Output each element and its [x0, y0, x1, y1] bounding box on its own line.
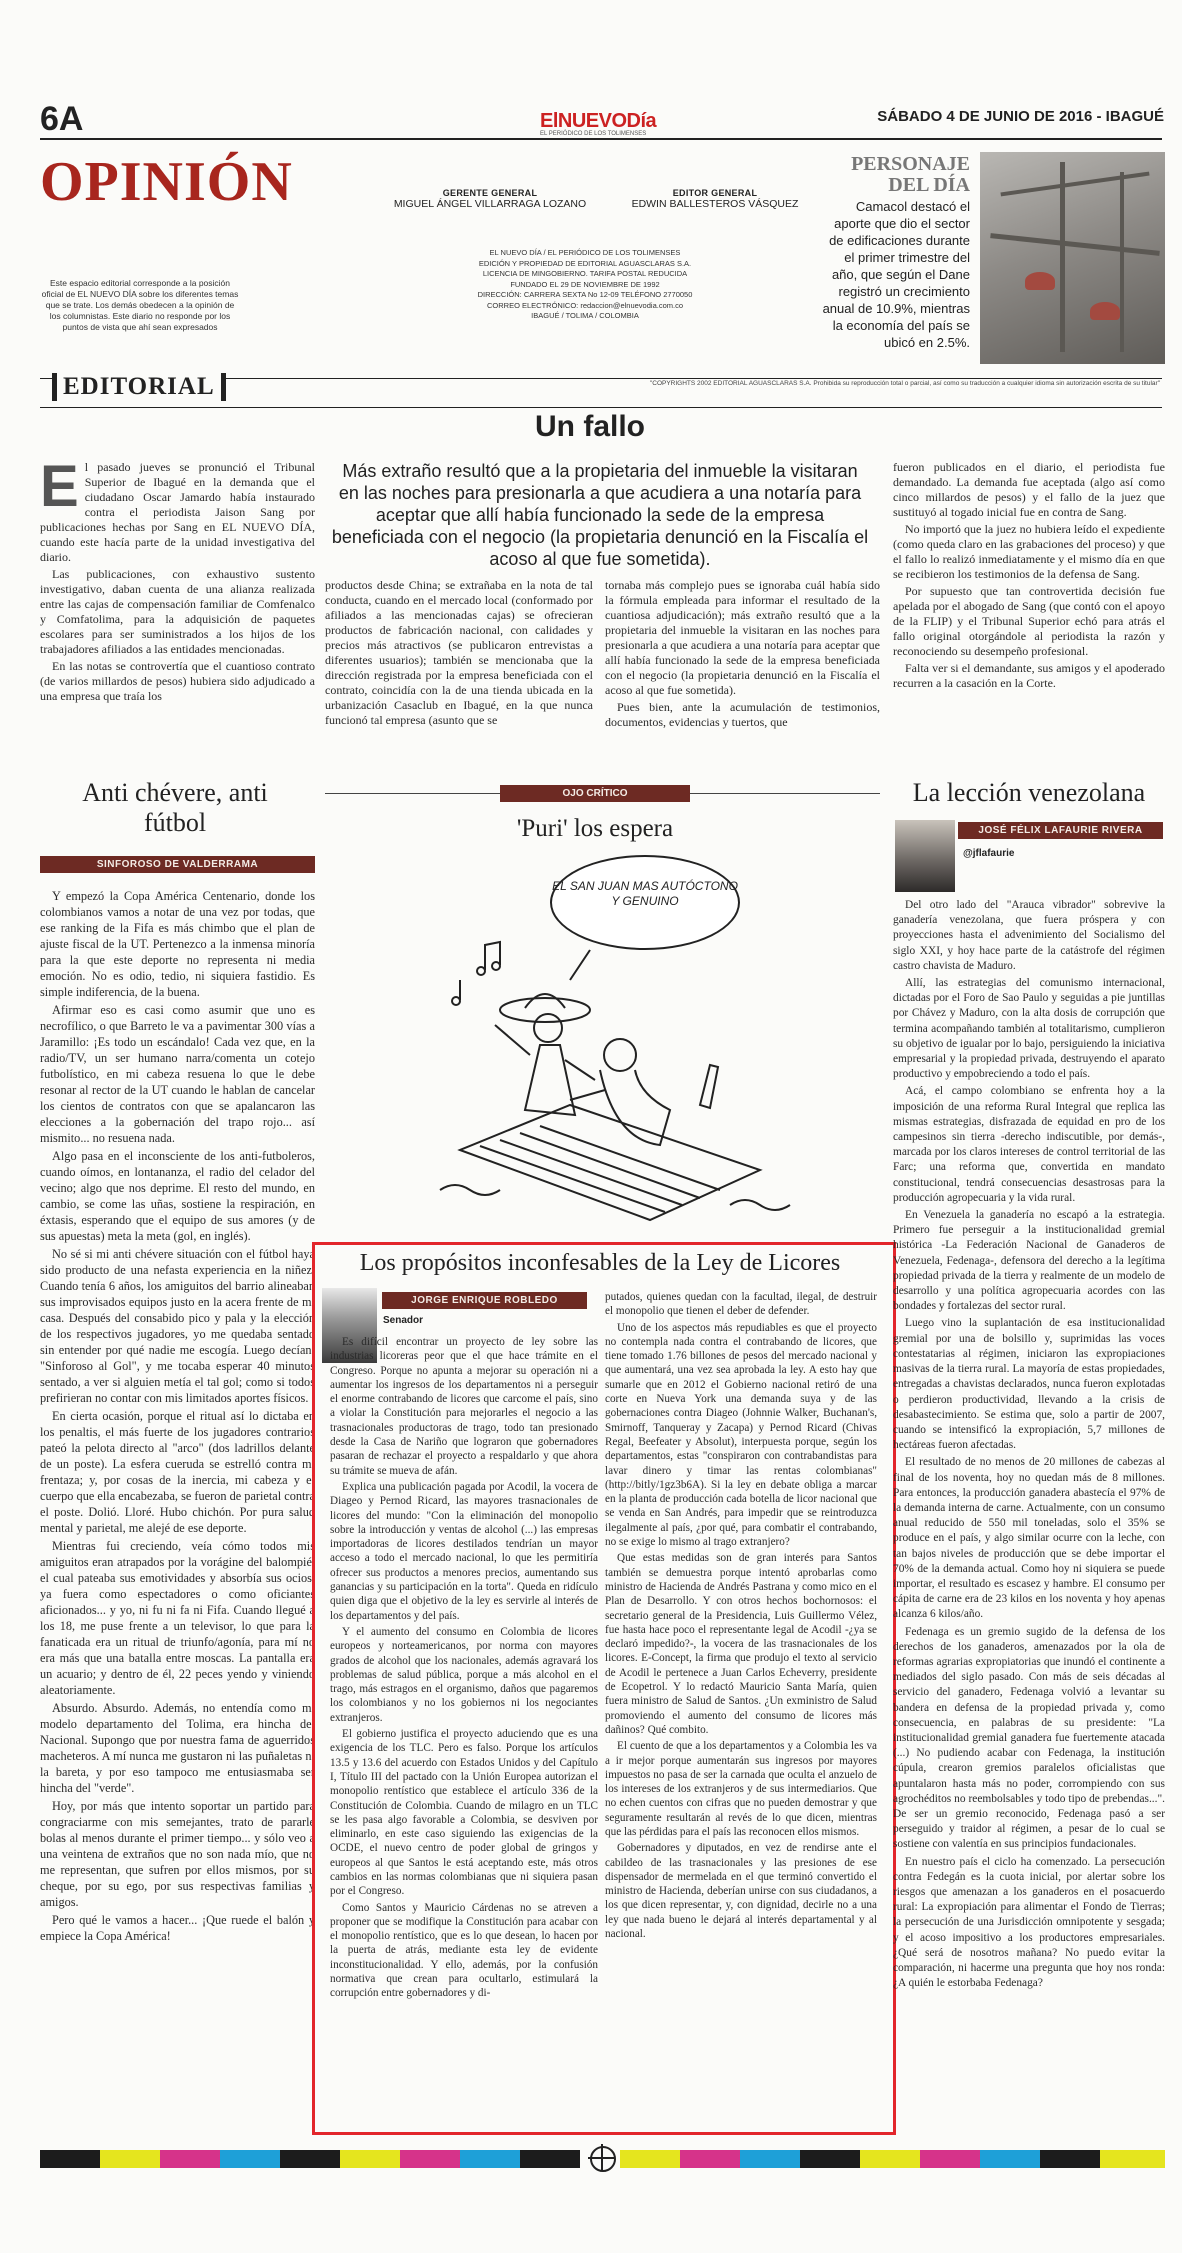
paragraph: Por supuesto que tan controvertida decisión fue apelada por el abogado de Sang (que contó con el apoyo de la FLIP) y el Tribunal Superior echó para atrás el fallo original otorgándole al periodista la razón y reconociendo su desempeño profesional. — [893, 584, 1165, 658]
paragraph: Como Santos y Mauricio Cárdenas no se atreven a proponer que se modifique la Constitución para acabar con el monopolio rentístico, que es lo que desean, lo hacen por la puerta de atrás, mediante esta ley de evidente inconstitucionalidad. Y ello, además, por la confusión normativa que crean para ocultarlo, estimulará la corrupción entre gobernadores y di- — [330, 1901, 598, 2000]
personaje-text: Camacol destacó el aporte que dio el sector de edificaciones durante el primer trimestre del año, que según el Dane registró un crecimiento anual de 10.9%, mientras la economía del país se ubicó en 2.5%. — [822, 199, 970, 350]
cartoon-drawing — [400, 850, 840, 1235]
column-left-body — [40, 888, 315, 1946]
paragraph: Algo pasa en el inconsciente de los anti-futboleros, cuando oímos, en lontananza, el radio del celador del vecino; algo que nos deprime. El resto del mundo, en cambio, se come las uñas, sostiene la respiración, en éxtasis, esperando que el equipo de sus amores (y de sus apuestas) meta la meta (gol, en inglés). — [40, 1149, 315, 1243]
author-byline: JOSÉ FÉLIX LAFAURIE RIVERA — [958, 822, 1163, 839]
editorial-disclaimer: Este espacio editorial corresponde a la posición oficial de EL NUEVO DÍA sobre los diferentes temas que se trate. Los demás obedecen a la opinión de los columnistas. Este diario no responde por los puntos de vista que ahí sean expresados — [41, 278, 239, 332]
gerente-name: MIGUEL ÁNGEL VILLARRAGA LOZANO — [393, 198, 587, 210]
paragraph: En Venezuela la ganadería no escapó a la estrategia. Primero fue perseguir a la institucionalidad gremial histórica -La Federación Nacional de Ganaderos de Venezuela, Fedenaga-, defensora del derecho a la legítima propiedad privada de la tierra y realmente de un modelo de desarrollo y una política agropecuaria acordes con las bondades y fortalezas del sector rural. — [893, 1209, 1165, 1313]
paragraph: l pasado jueves se pronunció el Tribunal Superior de Ibagué en la demanda que el ciudadano Oscar Jamardo había instaurado contra el periodista Jaison Sang por publicaciones hechas por Sang en EL NUEVO DÍA, cuando este hacía parte de la unidad investigativa del diario. — [40, 460, 315, 564]
editorial-headline: Un fallo — [535, 410, 645, 443]
paragraph: Pues bien, ante la acumulación de testimonios, documentos, evidencias y tuertos, que — [605, 700, 880, 729]
paragraph: Explica una publicación pagada por Acodil, la vocera de Diageo y Pernod Ricard, las mayores trasnacionales de licores del mundo: "Con la eliminación del monopolio sobre la introducción y ventas de alcohol (...) las empresas importadoras de licores destilados tendrían un mayor acceso a todo el mercado nacional, lo que les permitiría ofrecer sus productos a menores precios, aumentando sus ganancias y su participación en la torta". Queda en ridículo quien diga que el objetivo de la ley es servirle al interés de los departamentos y del país. — [330, 1480, 598, 1622]
paragraph: Gobernadores y diputados, en vez de rendirse ante el cabildeo de las trasnacionales y las presiones de ese dispensador de mermelada en el que terminó convertido el ministro de Hacienda, deberían unirse con sus ciudadanos, a los que dicen representar, y, con dignidad, decirle no a una ley que nada bueno le dejará al interés departamental y al nacional. — [605, 1842, 877, 1941]
section-title: OPINIÓN — [40, 151, 293, 213]
ojo-critico-label: OJO CRÍTICO — [500, 785, 690, 802]
paragraph: Y empezó la Copa América Centenario, donde los colombianos vamos a notar de una vez por todas, que ese ranking de la Fifa es más chimbo que el plan de ajuste fiscal de la UT. Pertenezco a la inmensa minoría para la que este deporte no representa ni media emoción. No es odio, tedio, ni siquiera fastidio. Es simple indiferencia, de la buena. — [40, 889, 315, 999]
paragraph: En las notas se controvertía que el cuantioso contrato (de varios millardos de pesos) hubiera sido adjudicado a una empresa que traía los — [40, 659, 315, 703]
paragraph: Allí, las estrategias del comunismo internacional, dictadas por el Foro de Sao Paulo y seguidas a pie juntillas por Chávez y Maduro, con la alta dosis de corrupción que termina acompañando también al totalitarismo, cumplieron su objetivo de igualar por lo bajo, persiguiendo la iniciativa empresarial y la propiedad privada, destruyendo el aparato productivo y empobreciendo a todo el país. — [893, 977, 1165, 1081]
column-right-body — [893, 898, 1165, 1993]
paragraph: productos desde China; se extrañaba en la nota de tal conducta, cuando en el mercado local (conformado por afiliados a las mencionadas cajas) se ofrecieran productos de fabricación nacional, con calidades y precios más atractivos (se publicaron entrevistas a diferentes usuarios); también se mencionaba que la dirección registrada por la empresa beneficiada con el contrato, coincidía con la de una tienda ubicada en la urbanización Casaclub en Ibagué, en la que nunca funcionó tal empresa (asunto que se — [325, 578, 593, 727]
construction-photo — [980, 152, 1165, 364]
editorial-column-1 — [40, 454, 315, 706]
column-title: La lección venezolana — [912, 778, 1146, 807]
issue-date: SÁBADO 4 DE JUNIO DE 2016 - IBAGUÉ — [877, 108, 1164, 125]
paragraph: putados, quienes quedan con la facultad, ilegal, de destruir el monopolio que tienen el deber de defender. — [605, 1291, 877, 1318]
editor-label: EDITOR GENERAL — [672, 188, 758, 198]
gerente-label: GERENTE GENERAL — [442, 188, 538, 198]
column-title: Anti chévere, anti fútbol — [82, 778, 268, 837]
paragraph: El resultado de no menos de 20 millones de cabezas al final de los noventa, hoy no quedan más de 8 millones. Para entonces, la producción ganadera abastecía el 97% de la demanda interna de carne. Actualmente, con un consumo anual reducido de 550 mil toneladas, solo el 35% se produce en el país, y algo similar ocurre con la leche, con tan bajos niveles de producción que se debe importar el 70% de la demanda actual. Como hoy ni siquiera se puede importar, el resultado es escasez y hambre. El consumo per cápita de carne era de 23 kilos en los noventa y hoy apenas alcanza 6 kilos/año. — [893, 1456, 1165, 1621]
paragraph: Acá, el campo colombiano se enfrenta hoy a la imposición de una reforma Rural Integral que replica las mismas estrategias, disfrazada de equidad en pro de los campesinos sin tierra -derecho indiscutible, por demás-, marcada por los claros intereses de control territorial de las Farc; una reforma que, convertida en mandato constitucional, tendrá consecuencias desastrosas para la producción agropecuaria y la vida rural. — [893, 1085, 1165, 1204]
author-handle: @jflafaurie — [963, 848, 1015, 859]
paragraph: En cierta ocasión, porque el ritual así lo dictaba en los penaltis, el más fuerte de los jugadores contrarios pateó la pelota directo al "arco" (dos ladrillos delante de un poste). La esfera cueruda se estrelló contra mi frentaza; y, por cosas de la inercia, mi cabeza y el cuerpo que ella encabezaba, se fueron de parietal contra el poste. Dolió. Lloré. Hubo chichón. Por pura salud mental y parietal, me alejé de ese deporte. — [40, 1409, 315, 1535]
paragraph: Y el aumento del consumo en Colombia de licores europeos y norteamericanos, por norma con mayores grados de alcohol que los nacionales, además agravará los problemas de salud pública, porque a más alcohol en el trago, más estragos en el organismo, daños que pagaremos los colombianos y no los gobiernos ni los negociantes extranjeros. — [330, 1625, 598, 1724]
speech-bubble: EL SAN JUAN MAS AUTÓCTONO Y GENUINO — [550, 855, 740, 950]
paragraph: Es difícil encontrar un proyecto de ley sobre las industrias licoreras peor que el que hace trámite en el Congreso. Porque no apunta a mejorar su operación ni a aumentar los ingresos de los departamentos ni a perseguir el enorme contrabando de licores que carcome el país, sino a violar la Constitución para mejorarles el negocio a las trasnacionales productoras de trago, todo tan presionado desde la Casa de Nariño que lograron que gobernadores pasaran de rechazar el proyecto a respaldarlo y que ahora su trámite se mueva de afán. — [330, 1336, 598, 1477]
paragraph: Absurdo. Absurdo. Además, no entendía como mi modelo departamento del Tolima, era hincha del Nacional. Supongo que por nuestra fama de aguerridos macheteros. A mí nunca me gustaron ni las puñaletas ni la bareta, y por eso tampoco me entusiasmaba ser hincha del "verde". — [40, 1701, 315, 1795]
paragraph: Hoy, por más que intento soportar un partido para congraciarme con mis semejantes, trato de pararle bolas al menos durante el primer tiempo... y sólo veo a una veintena de extraños que no son nada mío, que no me representan, que sufren por ellos mismos, por su cheque, por su ego, por sus respectivas familias y amigos. — [40, 1799, 315, 1909]
drop-cap: E — [40, 454, 79, 519]
column-center-right-body — [605, 1290, 877, 1943]
paragraph: Las publicaciones, con exhaustivo sustento investigativo, daban cuenta de una alianza realizada entre las cajas de compensación familiar de Comfenalco y Comfatolima, para la adquisición de paquetes escolares para ser suministrados a los hijos de los trabajadores afiliados a las entidades mencionadas. — [40, 567, 315, 656]
paragraph: fueron publicados en el diario, el periodista fue demandado. La demanda fue aceptada (algo así como cinco millardos de pesos) y el fallo de la juez que sustituyó al togado inicial fue en contra de Sang. — [893, 460, 1165, 519]
paragraph: No sé si mi anti chévere situación con el fútbol haya sido producto de una nefasta experiencia en la niñez. Cuando tenía 6 años, los amiguitos del barrio alineaban sus improvisados equipos justo en la acera frente de mi casa. Después del consabido pico y pala y la elección de los respectivos jugadores, yo me quedaba sentado sin entender por qué nadie me escogía. Luego decían: "Sinforoso al Gol", y me tocaba esperar 40 minutos sentado, a ver si alguien metía el tal gol; como si todos prefirieran no contar con mis limitados aportes físicos. — [40, 1247, 315, 1405]
paragraph: Afirmar eso es casi como asumir que uno es necrofílico, o que Barreto le va a pavimentar 300 vías a Jaramillo: ¡Es todo un escándalo! Cada vez que, en la radio/TV, un ser humano narra/comenta un cotejo futbolístico, en mi cabeza resuena lo que le debe resonar al rector de la UT cuando le hablan de cancelar los cientos de contratos con que se apalancaron las elecciones a la gobernación del trapo rojo... así mismito... no resuena nada. — [40, 1003, 315, 1145]
newspaper-logo — [540, 110, 656, 137]
editorial-column-3 — [605, 578, 880, 732]
header-rule — [40, 138, 1162, 140]
copyright-notice: "COPYRIGHTS 2002 EDITORIAL AGUASCLARAS S.A. Prohibida su reproducción total o parcial, así como su traducción a cualquier idioma sin autorización escrita de su titular" — [649, 380, 1160, 387]
cartoon-illustration — [400, 850, 840, 1235]
author-byline: SINFOROSO DE VALDERRAMA — [40, 856, 315, 873]
paragraph: Pero qué le vamos a hacer... ¡Que ruede el balón y empiece la Copa América! — [40, 1913, 315, 1943]
paragraph: Uno de los aspectos más repudiables es que el proyecto no contempla nada contra el contrabando de licores, que tiene tomado 1.76 billones de pesos del mercado nacional y que aumentará, una vez sea aprobada la ley. A esto hay que sumarle que en 2012 el Gobierno nacional retiró de una corte en Nueva York una demanda suya y de las gobernaciones contra Diageo (Johnnie Walker, Buchanan's, Smirnoff, Tanqueray y Zacapa) y Pernod Ricard (Chivas Regal, Beefeater y Absolut), interpuesta porque, según los departamentos, estas "conspiraron con contrabandistas para lavar dinero y timar las rentas colombianas" (http://bitly/1gz3b6A). Si la ley en debate obliga a marcar en la planta de producción cada botella de licor nacional que se venda en San Andrés, para impedir que se reintroduzca ilegalmente al país, ¿por qué, para combatir el contrabando, no se exige lo mismo al trago extranjero? — [605, 1321, 877, 1549]
paragraph: El cuento de que a los departamentos y a Colombia les va a ir mejor porque aumentarán sus ingresos por mayores impuestos no pasa de ser la carnada que oculta el anzuelo de los intereses de los extranjeros y de sus intermediarios. Que no echen cuentos con cifras que no pueden demostrar y que seguramente resultarán al revés de lo que dicen, mientras que las pérdidas para el país las reconocen ellos mismos. — [605, 1740, 877, 1838]
paragraph: Falta ver si el demandante, sus amigos y el apoderado recurren a la casación en la Corte. — [893, 661, 1165, 690]
paragraph: En nuestro país el ciclo ha comenzado. La persecución contra Fedegán es la cuota inicial, por alertar sobre los riesgos que amenazan a los ganaderos en el posacuerdo rural: La expropiación para alimentar el Fondo de Tierras; la persecución de una Jurisdicción omnipotente y sesgada; y el acoso impositivo a los productores empresariales. ¿Qué será de nosotros mañana? No puedo evitar la comparación, ni hacerme una pregunta que hoy nos ronda: ¿A quién le estorbaba Fedenaga? — [893, 1855, 1165, 1990]
column-title: Los propósitos inconfesables de la Ley de Licores — [359, 1250, 841, 1276]
paragraph: Fedenaga es un gremio sugido de la defensa de los derechos de los ganaderos, amenazados por la ola de reformas agrarias expropiatorias que inundó el continente a mediados del siglo pasado. Con más de seis décadas al servicio del ganadero, Fedenaga volvió a levantar su bandera en defensa de la propiedad privada y, como consecuencia, en palabras de su presidente: "La institucionalidad gremial ganadera fue fuertemente atacada (...) No pudiendo acabar con Fedenaga, la institución cúpula, crearon gremios paralelos oficialistas que apuntalaron hasta más no poder, corrompiendo con sus agrochéditos no reembolsables y todo tipo de prebendas...". De ser un gremio reconocido, Fedenaga pasó a ser perseguido y traidor al régimen, a pesar de lo cual se sostiene con valentía en sus principios fundacionales. — [893, 1625, 1165, 1851]
author-photo — [895, 820, 955, 892]
paragraph: No importó que la juez no hubiera leído el expediente (como queda claro en las grabaciones del proceso) y que el fallo lo realizó inmediatamente y el mismo día en que se recibieron los testimonios de la defensa de Sang. — [893, 522, 1165, 581]
paragraph: Luego vino la suplantación de esa institucionalidad gremial por una de bolsillo y, suprimidas las voces contestatarias al régimen, iniciaron las expropiaciones masivas de la tierra rural. La mayoría de estas propiedades, entregadas a chavistas declarados, nunca fueron explotadas o perdieron productividad, llevando a la crisis de desabastecimiento. Se estima que, solo a partir de 2007, cuando se intensificó la expropiación, 5,7 millones de hectáreas fueron afectadas. — [893, 1317, 1165, 1452]
author-byline: JORGE ENRIQUE ROBLEDO — [382, 1292, 587, 1309]
paragraph: Que estas medidas son de gran interés para Santos también se demuestra porque intentó aprobarlas como ministro de Hacienda de Andrés Pastrana y como mico en el Plan de Desarrollo. Y con otros hechos bochornosos: el secretario general de la Presidencia, Luis Guillermo Vélez, fue hasta hace poco el representante legal de Acodil -¿ya se declaró impedido?-, la vocera de las trasnacionales de los licores. E-Concept, la firma que produjo el texto al servicio de Acodil le pertenece a Juan Carlos Echeverry, presidente de Ecopetrol. Y lo redactó Mauricio Santa María, quien fuera ministro de Salud de Santos. ¿Un exministro de Salud promoviendo el aumento del consumo de licores más dañinos? Qué combito. — [605, 1552, 877, 1736]
masthead-credits: EL NUEVO DÍA / EL PERIÓDICO DE LOS TOLIMENSES EDICIÓN Y PROPIEDAD DE EDITORIAL AGUASCLARAS S.A. LICENCIA DE MINGOBIERNO. TARIFA POSTAL REDUCIDA FUNDADO EL 29 DE NOVIEMBRE DE 1992 DIRECCIÓN: CARRERA SEXTA No 12-09 TELÉFONO 2770050 CORREO ELECTRÓNICO: redaccion@elnuevodia.com.co IBAGUÉ / TOLIMA / COLOMBIA — [477, 248, 693, 320]
editorial-deck: Más extraño resultó que a la propietaria del inmueble la visitaran en las noches para presionarla a que acudiera a una notaría para aceptar que allí había funcionado la sede de la empresa beneficiada con el negocio (la propietaria denunció en la Fiscalía el acoso al que fue sometida). — [331, 461, 869, 569]
page-number: 6A — [40, 100, 84, 138]
paragraph: Mientras fui creciendo, veía cómo todos mis amiguitos eran atrapados por la vorágine del balompié, el cual pateaba sus emotividades y absorbía sus ocios, ya fuera como espectadores o como oficiantes aficionados... y yo, ni fu ni fa ni Fifa. Cuando llegué a los 18, me puse frente a un televisor, lo que para la fanaticada era un ritual de triunfo/agonía, para mí no era más que una batalla entre moscas. La pantalla era un acuario; y dentro de él, 22 peces yendo y viniendo aleatoriamente. — [40, 1539, 315, 1697]
author-role: Senador — [383, 1315, 424, 1326]
paragraph: tornaba más complejo pues se ignoraba cuál había sido la fórmula empleada para informar el resultado de la cuantiosa adjudicación); más extraño resultó que a la propietaria del inmueble la visitaran en las noches para presionarla a que acudiera a una notaría para aceptar que allí había funcionado la sede de la empresa beneficiada con el negocio (la propietaria denunció en la Fiscalía el acoso al que fue sometida). — [605, 578, 880, 697]
logo-tagline: EL PERIÓDICO DE LOS TOLIMENSES — [540, 131, 647, 137]
column-center-left-body — [330, 1335, 598, 2003]
staff-editor — [610, 188, 820, 210]
editor-name: EDWIN BALLESTEROS VÁSQUEZ — [631, 198, 799, 210]
paragraph: Del otro lado del "Arauca vibrador" sobrevive la ganadería venezolana, que fuera próspera y con proyecciones hasta el advenimiento del Socialismo del siglo XXI, y hoy hace parte de la catástrofe del régimen castro chavista de Maduro. — [893, 899, 1165, 972]
personaje-title: PERSONAJE DEL DÍA — [851, 153, 970, 196]
paragraph: El gobierno justifica el proyecto aduciendo que es una exigencia de los TLC. Pero es falso. Porque los artículos 13.5 y 13.6 del acuerdo con Estados Unidos y del Capítulo I, Título III del pactado con la Unión Europea autorizan el monopolio rentístico que establece el artículo 336 de la Constitución de Colombia. Cuando de milagro en un TLC se les pasa algo favorable a Colombia, se desviven por eliminarlo, en este caso siguiendo las exigencias de la OCDE, el nuevo centro de poder global de gringos y europeos al que Santos le está aceptando este, más otros cambios en las normas colombianas que ni siquiera pasan por el Congreso. — [330, 1728, 598, 1898]
editorial-column-4 — [893, 460, 1165, 693]
registration-mark-icon — [590, 2146, 616, 2172]
cartoon-title: 'Puri' los espera — [516, 815, 674, 842]
logo-text: ElNUEVODía — [540, 110, 657, 132]
editorial-column-2 — [325, 578, 593, 730]
staff-gerente — [375, 188, 605, 210]
editorial-label: EDITORIAL — [52, 373, 226, 401]
